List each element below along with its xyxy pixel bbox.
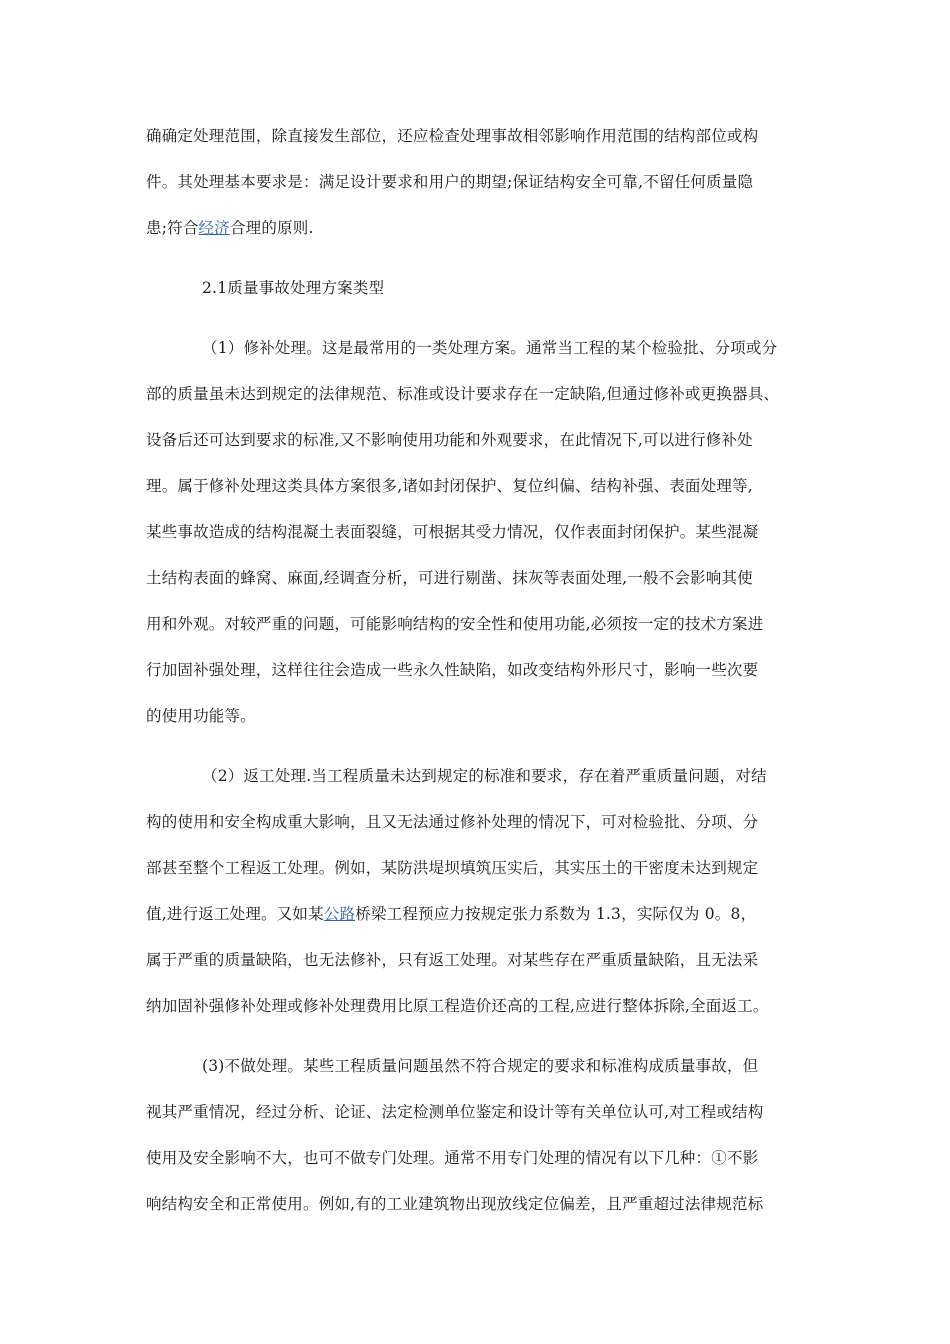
paragraph-3-line-2: 构的使用和安全构成重大影响，且又无法通过修补处理的情况下，可对检验批、分项、分	[146, 813, 759, 831]
paragraph-4-line-3: 使用及安全影响不大，也可不做专门处理。通常不用专门处理的情况有以下几种：①不影	[146, 1149, 759, 1167]
text-segment: 桥梁工程预应力按规定张力系数为 1.3，实际仅为 0。8，	[355, 905, 757, 923]
paragraph-3-line-1: （2）返工处理.当工程质量未达到规定的标准和要求，存在着严重质量问题，对结	[202, 767, 767, 785]
paragraph-3-line-6: 纳加固补强修补处理或修补处理费用比原工程造价还高的工程,应进行整体拆除,全面返工。	[146, 997, 769, 1015]
paragraph-2-line-8: 行加固补强处理，这样往往会造成一些永久性缺陷，如改变结构外形尺寸，影响一些次要	[146, 661, 759, 679]
paragraph-2-line-3: 设备后还可达到要求的标准,又不影响使用功能和外观要求，在此情况下,可以进行修补处	[146, 431, 753, 449]
paragraph-3-line-4	[146, 904, 756, 924]
paragraph-3-line-5: 属于严重的质量缺陷，也无法修补，只有返工处理。对某些存在严重质量缺陷，且无法采	[146, 951, 759, 969]
paragraph-3-line-3: 部甚至整个工程返工处理。例如，某防洪堤坝填筑压实后，其实压土的干密度未达到规定	[146, 859, 759, 877]
economy-link[interactable]: 经济	[198, 219, 230, 237]
paragraph-1-line-1: 确确定处理范围，除直接发生部位，还应检查处理事故相邻影响作用范围的结构部位或构	[146, 127, 759, 145]
paragraph-2-line-7: 用和外观。对较严重的问题，可能影响结构的安全性和使用功能,必须按一定的技术方案进	[146, 615, 764, 633]
paragraph-2-line-5: 某些事故造成的结构混凝土表面裂缝，可根据其受力情况，仅作表面封闭保护。某些混凝	[146, 523, 759, 541]
paragraph-1-line-2: 件。其处理基本要求是：满足设计要求和用户的期望;保证结构安全可靠,不留任何质量隐	[146, 173, 754, 191]
text-segment: 合理的原则.	[229, 219, 314, 237]
paragraph-4-line-2: 视其严重情况，经过分析、论证、法定检测单位鉴定和设计等有关单位认可,对工程或结构	[146, 1103, 764, 1121]
highway-link[interactable]: 公路	[323, 905, 356, 923]
paragraph-2-line-6: 土结构表面的蜂窝、麻面,经调查分析，可进行剔凿、抹灰等表面处理,一般不会影响其使	[146, 569, 753, 587]
paragraph-2-line-2: 部的质量虽未达到规定的法律规范、标准或设计要求存在一定缺陷,但通过修补或更换器具、	[146, 385, 780, 403]
paragraph-2-line-1: （1）修补处理。这是最常用的一类处理方案。通常当工程的某个检验批、分项或分	[202, 339, 778, 357]
paragraph-4-line-4: 响结构安全和正常使用。例如,有的工业建筑物出现放线定位偏差，且严重超过法律规范标	[146, 1195, 764, 1213]
text-segment: 值,进行返工处理。又如某	[146, 905, 324, 923]
text-segment: 患;符合	[146, 219, 199, 237]
paragraph-2-line-4: 理。属于修补处理这类具体方案很多,诸如封闭保护、复位纠偏、结构补强、表面处理等,	[146, 477, 753, 495]
paragraph-1-line-3	[146, 218, 314, 238]
paragraph-4-line-1: (3)不做处理。某些工程质量问题虽然不符合规定的要求和标准构成质量事故，但	[202, 1057, 759, 1075]
paragraph-2-line-9: 的使用功能等。	[146, 707, 256, 725]
section-heading: 2.1质量事故处理方案类型	[202, 279, 385, 297]
